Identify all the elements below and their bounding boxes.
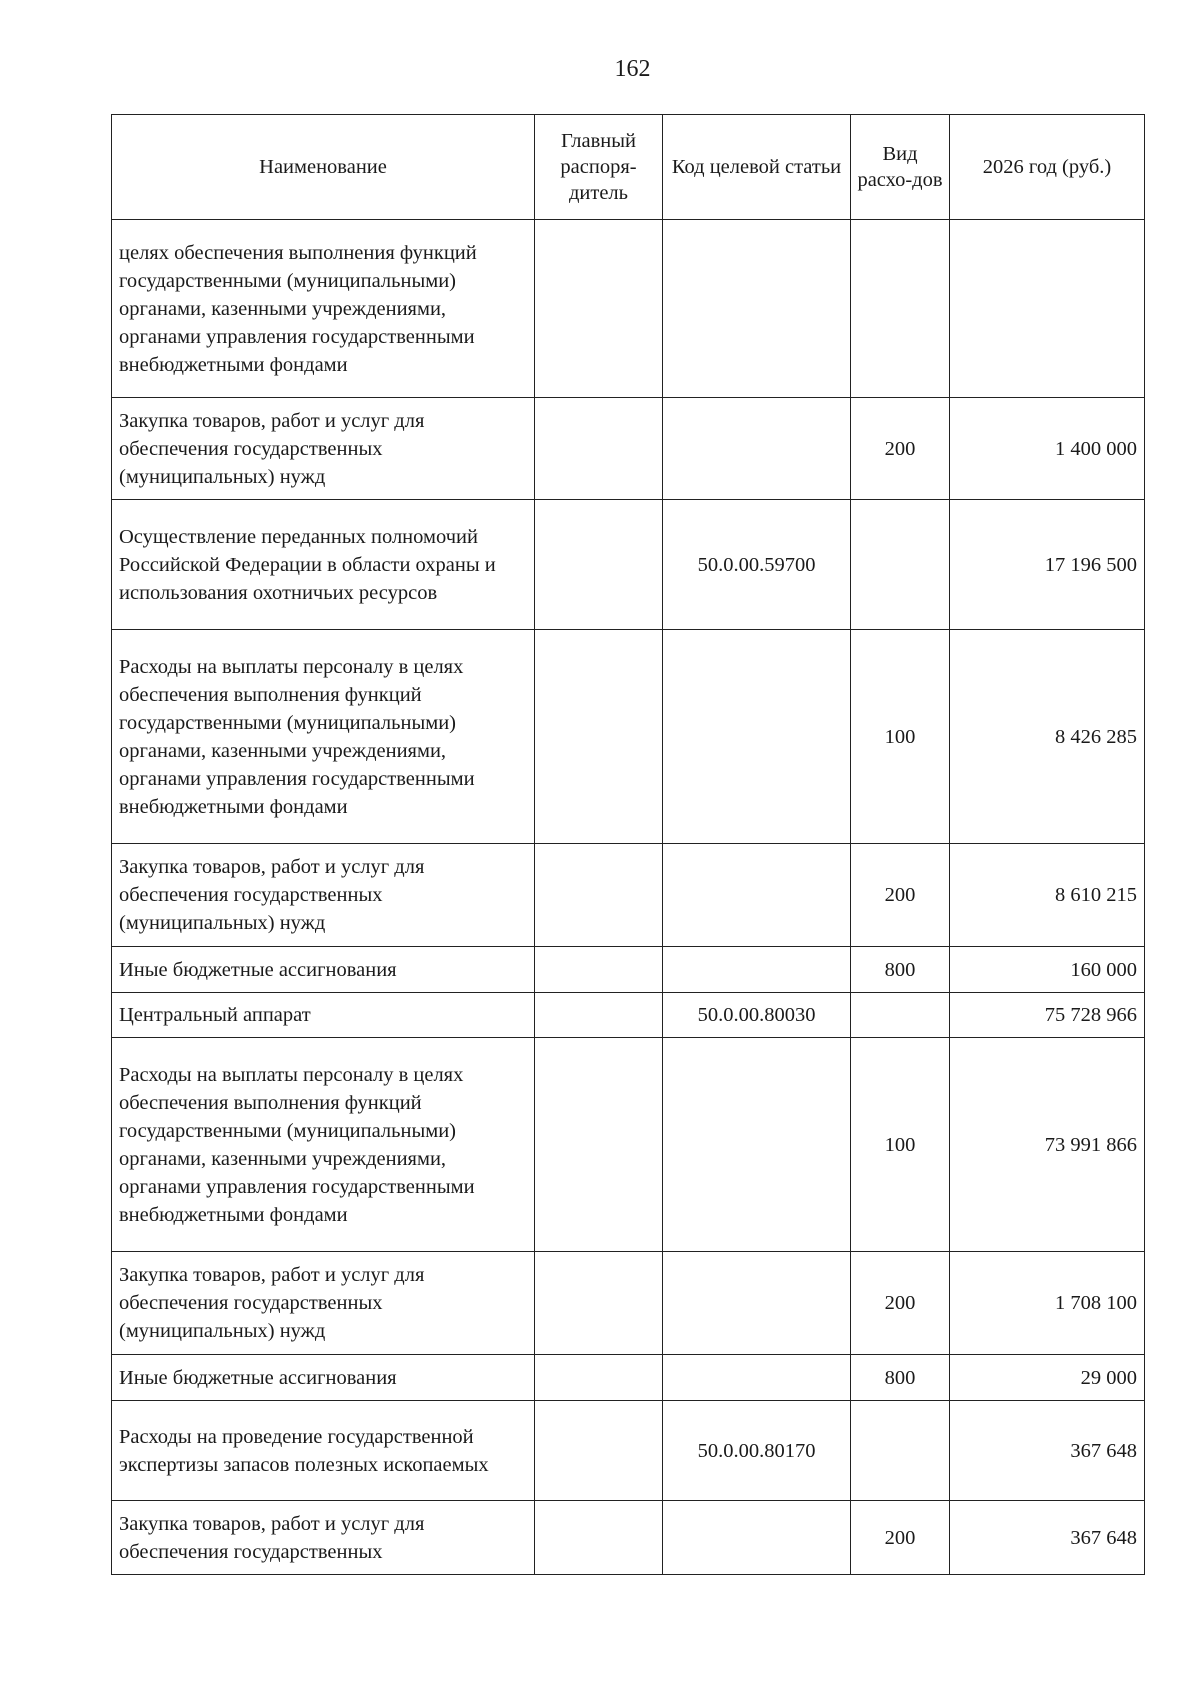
row-amount <box>950 220 1145 398</box>
row-amount: 160 000 <box>950 947 1145 993</box>
row-admin <box>535 398 663 500</box>
table-header-row <box>112 115 1145 220</box>
row-admin <box>535 220 663 398</box>
row-code <box>663 1252 851 1355</box>
row-name: Закупка товаров, работ и услуг для обеспечения государственных (муниципальных) нужд <box>112 1252 535 1355</box>
header-kind: Вид расхо-дов <box>851 115 950 220</box>
row-amount: 1 400 000 <box>950 398 1145 500</box>
row-admin <box>535 1401 663 1501</box>
row-code <box>663 630 851 844</box>
row-amount: 367 648 <box>950 1501 1145 1575</box>
row-code <box>663 1355 851 1401</box>
row-amount: 73 991 866 <box>950 1038 1145 1252</box>
row-admin <box>535 1355 663 1401</box>
table-row <box>112 398 1145 500</box>
table-row <box>112 1501 1145 1575</box>
table-row <box>112 993 1145 1038</box>
row-name: Расходы на проведение государственной экспертизы запасов полезных ископаемых <box>112 1401 535 1501</box>
row-name: Закупка товаров, работ и услуг для обеспечения государственных (муниципальных) нужд <box>112 398 535 500</box>
row-admin <box>535 947 663 993</box>
row-name: целях обеспечения выполнения функций государственными (муниципальными) органами, казенными учреждениями, органами управления государственными внебюджетными фондами <box>112 220 535 398</box>
row-admin <box>535 1501 663 1575</box>
row-amount: 8 426 285 <box>950 630 1145 844</box>
row-kind: 100 <box>851 1038 950 1252</box>
row-name: Расходы на выплаты персоналу в целях обеспечения выполнения функций государственными (муниципальными) органами, казенными учреждениями, органами управления государственными внебюджетными фондами <box>112 630 535 844</box>
row-amount: 17 196 500 <box>950 500 1145 630</box>
row-kind: 100 <box>851 630 950 844</box>
row-admin <box>535 1252 663 1355</box>
table-row <box>112 1038 1145 1252</box>
budget-table <box>111 114 1145 1575</box>
row-amount: 8 610 215 <box>950 844 1145 947</box>
row-code <box>663 844 851 947</box>
row-kind: 800 <box>851 1355 950 1401</box>
table-row <box>112 1401 1145 1501</box>
row-code: 50.0.00.80170 <box>663 1401 851 1501</box>
row-code <box>663 947 851 993</box>
table-row <box>112 220 1145 398</box>
table-row <box>112 947 1145 993</box>
row-code <box>663 1501 851 1575</box>
row-code: 50.0.00.59700 <box>663 500 851 630</box>
row-kind: 800 <box>851 947 950 993</box>
row-kind: 200 <box>851 398 950 500</box>
row-kind <box>851 500 950 630</box>
header-admin: Главный распоря-дитель <box>535 115 663 220</box>
row-name: Расходы на выплаты персоналу в целях обеспечения выполнения функций государственными (муниципальными) органами, казенными учреждениями, органами управления государственными внебюджетными фондами <box>112 1038 535 1252</box>
row-code <box>663 220 851 398</box>
header-amount: 2026 год (руб.) <box>950 115 1145 220</box>
row-kind <box>851 993 950 1038</box>
row-admin <box>535 630 663 844</box>
row-kind: 200 <box>851 1501 950 1575</box>
row-admin <box>535 500 663 630</box>
row-amount: 29 000 <box>950 1355 1145 1401</box>
row-name: Иные бюджетные ассигнования <box>112 947 535 993</box>
row-kind: 200 <box>851 1252 950 1355</box>
row-admin <box>535 993 663 1038</box>
header-code: Код целевой статьи <box>663 115 851 220</box>
row-name: Осуществление переданных полномочий Российской Федерации в области охраны и использования охотничьих ресурсов <box>112 500 535 630</box>
row-admin <box>535 844 663 947</box>
row-amount: 1 708 100 <box>950 1252 1145 1355</box>
row-code: 50.0.00.80030 <box>663 993 851 1038</box>
row-name: Центральный аппарат <box>112 993 535 1038</box>
table-row <box>112 630 1145 844</box>
table-row <box>112 1252 1145 1355</box>
row-code <box>663 1038 851 1252</box>
page-number: 162 <box>614 56 651 82</box>
table-row <box>112 500 1145 630</box>
row-name: Иные бюджетные ассигнования <box>112 1355 535 1401</box>
row-kind: 200 <box>851 844 950 947</box>
table-row <box>112 844 1145 947</box>
row-kind <box>851 220 950 398</box>
row-name: Закупка товаров, работ и услуг для обеспечения государственных <box>112 1501 535 1575</box>
row-amount: 367 648 <box>950 1401 1145 1501</box>
row-kind <box>851 1401 950 1501</box>
header-name: Наименование <box>112 115 535 220</box>
row-amount: 75 728 966 <box>950 993 1145 1038</box>
row-code <box>663 398 851 500</box>
table-row <box>112 1355 1145 1401</box>
row-name: Закупка товаров, работ и услуг для обеспечения государственных (муниципальных) нужд <box>112 844 535 947</box>
row-admin <box>535 1038 663 1252</box>
